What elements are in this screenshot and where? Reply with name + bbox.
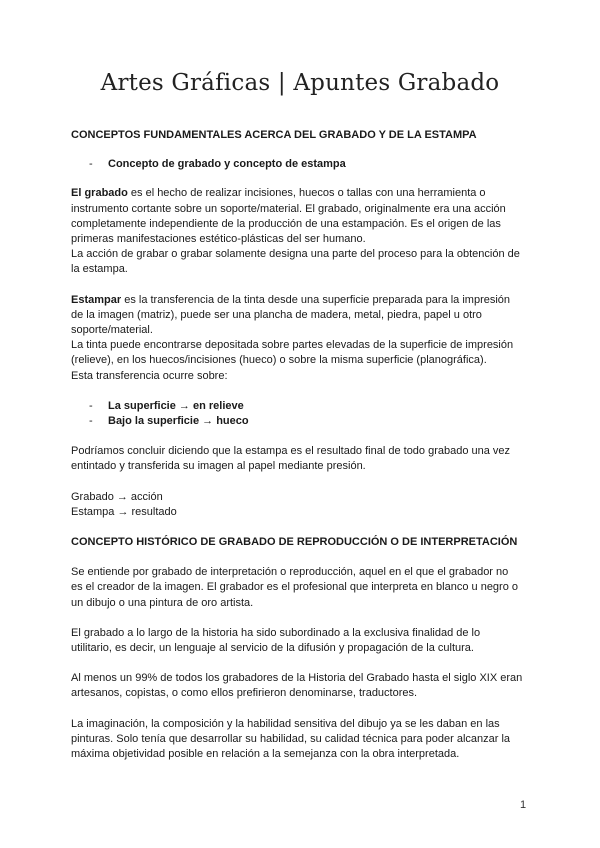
paragraph-grabadores: Al menos un 99% de todos los grabadores de la Historia del Grabado hasta el siglo XIX eran artesanos, copistas, o como ellos prefirieron denominarse, traductores. <box>71 672 523 700</box>
paragraph-imaginacion: La imaginación, la composición y la habilidad sensitiva del dibujo ya se les daban en las pinturas. Solo tenía que desarrollar su habilidad, su calidad técnica para poder alcanzar la máxima objetividad posible en relación a la semejanza con la obra interpretada. <box>71 717 511 761</box>
subheading-item <box>71 157 531 172</box>
list-item: - Bajo la superficie → hueco <box>89 415 249 428</box>
paragraph-conclusion: Podríamos concluir diciendo que la estampa es el resultado final de todo grabado una vez entintado y transferida su imagen al papel mediante presión. <box>71 445 511 473</box>
paragraph-historia: El grabado a lo largo de la historia ha sido subordinado a la exclusiva finalidad de lo utilitario, es decir, un lenguaje al servicio de la difusión y propagación de la cultura. <box>71 626 481 655</box>
paragraph-grabado: El grabado es el hecho de realizar incisiones, huecos o tallas con una herramienta o instrumento cortante sobre un soporte/material. El grabado, originalmente era una acción completamente independiente de la producción de una estampación. Es el origen de las primeras manifestaciones estético-plásticas del ser humano. La acción de grabar o grabar solamente designa una parte del proceso para la obtención de la estampa. <box>71 187 520 276</box>
paragraph-interpretacion: Se entiende por grabado de interpretación o reproducción, aquel en el que el grabador no es el creador de la imagen. El grabador es el profesional que interpreta en blanco u negro o un dibujo o una pintura de oro artista. <box>71 566 519 609</box>
section-heading-fundamentals: CONCEPTOS FUNDAMENTALES ACERCA DEL GRABADO Y DE LA ESTAMPA <box>71 129 477 141</box>
list-item: - La superficie → en relieve <box>89 399 244 412</box>
page-number: 1 <box>520 799 527 811</box>
dash-marker: - <box>89 158 93 171</box>
section-heading-historic: CONCEPTO HISTÓRICO DE GRABADO DE REPRODUCCIÓN O DE INTERPRETACIÓN <box>71 536 518 549</box>
term-estampar: Estampar <box>71 293 122 306</box>
subheading-text: Concepto de grabado y concepto de estampa <box>108 158 346 171</box>
term-grabado: El grabado <box>71 187 128 200</box>
document-body <box>71 128 531 762</box>
document-title: Artes Gráficas | Apuntes Grabado <box>100 70 500 96</box>
paragraph-estampar: Estampar es la transferencia de la tinta desde una superficie preparada para la impresión de la imagen (matriz), puede ser una plancha de madera, metal, piedra, papel u otro soporte/material. La tinta puede encontrarse depositada sobre partes elevadas de la superficie de impresión (relieve), en los huecos/incisiones (hueco) o sobre la misma superficie (planográfica). Esta transferencia ocurre sobre: <box>71 293 514 382</box>
definitions: Grabado → acción Estampa → resultado <box>71 490 177 518</box>
